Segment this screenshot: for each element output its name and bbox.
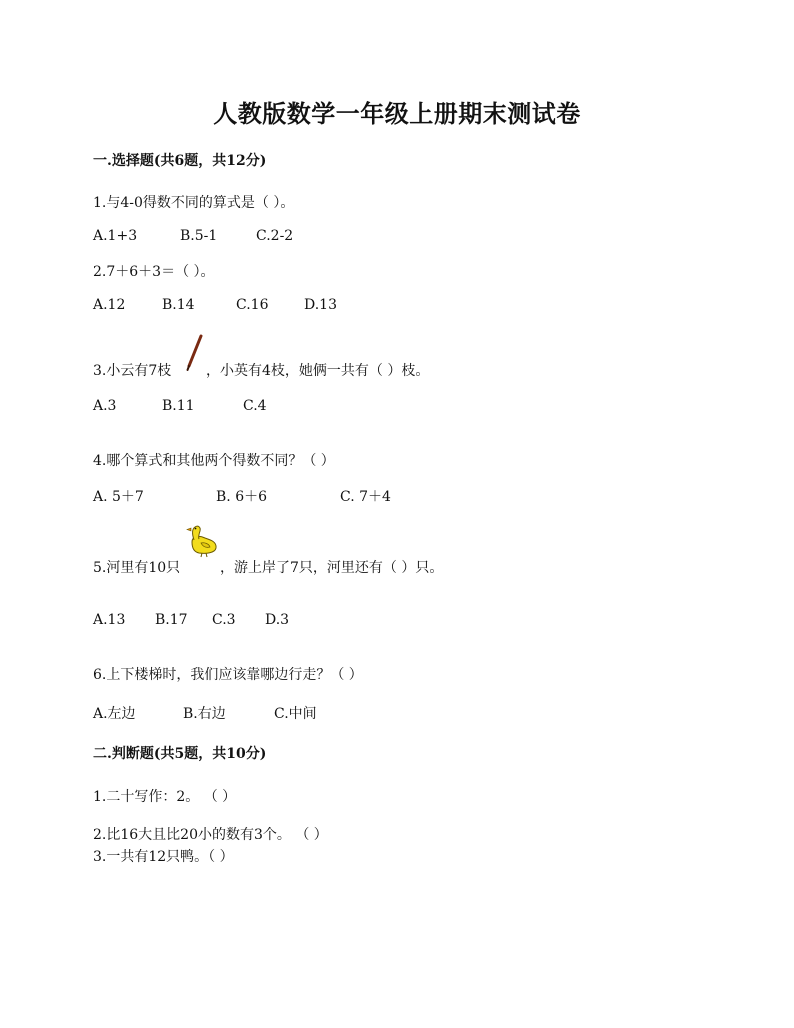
q2-option-d: D.13 (304, 297, 337, 313)
section-heading-choice: 一.选择题(共6题，共12分) (93, 153, 267, 169)
duck-icon (186, 522, 220, 558)
question-3-part-1: 3.小云有7枝 (93, 363, 172, 379)
q6-option-c: C.中间 (274, 706, 317, 722)
question-5-part-1: 5.河里有10只 (93, 560, 181, 576)
pencil-icon (182, 333, 206, 373)
q5-option-d: D.3 (265, 612, 290, 628)
q4-option-c: C. 7＋4 (340, 489, 391, 505)
judgement-question-1: 1.二十写作：2。 （ ） (93, 789, 237, 805)
question-2: 2.7＋6＋3＝（ ）。 (93, 264, 215, 280)
q4-option-b: B. 6＋6 (216, 489, 268, 505)
q3-option-a: A.3 (93, 398, 117, 414)
q6-option-b: B.右边 (183, 706, 226, 722)
question-6: 6.上下楼梯时，我们应该靠哪边行走？（ ） (93, 667, 363, 683)
q2-option-c: C.16 (236, 297, 269, 313)
q2-option-b: B.14 (162, 297, 195, 313)
page-title: 人教版数学一年级上册期末测试卷 (213, 99, 581, 128)
q1-option-b: B.5-1 (180, 228, 218, 244)
q5-option-c: C.3 (212, 612, 236, 628)
judgement-question-3: 3.一共有12只鸭。（ ） (93, 849, 234, 865)
q1-option-c: C.2-2 (256, 228, 294, 244)
q5-option-a: A.13 (93, 612, 126, 628)
q2-option-a: A.12 (93, 297, 126, 313)
q6-option-a: A.左边 (93, 706, 136, 722)
section-heading-judgement: 二.判断题(共5题，共10分) (93, 746, 267, 762)
question-5-part-2: ，游上岸了7只，河里还有（ ）只。 (220, 560, 444, 576)
q3-option-c: C.4 (243, 398, 267, 414)
q1-option-a: A.1+3 (93, 228, 138, 244)
q3-option-b: B.11 (162, 398, 195, 414)
question-3-part-2: ，小英有4枝，她俩一共有（ ）枝。 (206, 363, 430, 379)
question-4: 4.哪个算式和其他两个得数不同？（ ） (93, 453, 335, 469)
q4-option-a: A. 5＋7 (93, 489, 144, 505)
q5-option-b: B.17 (155, 612, 188, 628)
question-1: 1.与4-0得数不同的算式是（ ）。 (93, 195, 295, 211)
judgement-question-2: 2.比16大且比20小的数有3个。 （ ） (93, 827, 328, 843)
